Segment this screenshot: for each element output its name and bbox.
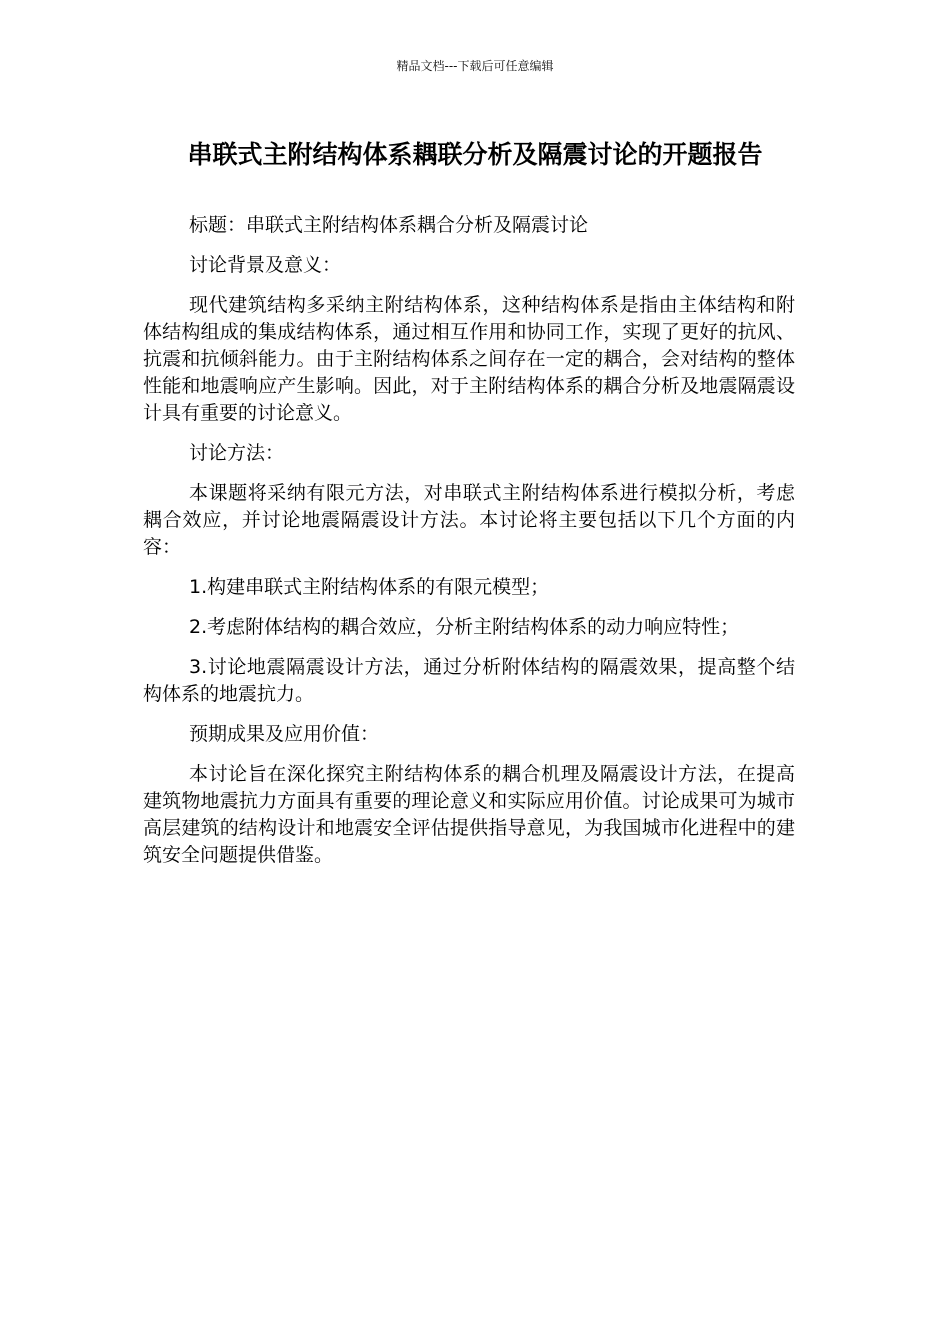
section-heading-outcomes: 预期成果及应用价值： xyxy=(189,723,380,745)
background-paragraph: 现代建筑结构多采纳主附结构体系，这种结构体系是指由主体结构和附体结构组成的集成结构体系，通过相互作用和协同工作，实现了更好的抗风、抗震和抗倾斜能力。由于主附结构体系之间存在一定的耦合，会对结构的整体性能和地震响应产生影响。因此，对于主附结构体系的耦合分析及地震隔震设计具有重要的讨论意义。 xyxy=(143,294,795,424)
method-paragraph: 本课题将采纳有限元方法，对串联式主附结构体系进行模拟分析，考虑耦合效应，并讨论地震隔震设计方法。本讨论将主要包括以下几个方面的内容： xyxy=(143,482,795,558)
header-note: 精品文档---下载后可任意编辑 xyxy=(396,59,554,73)
subject-line: 标题：串联式主附结构体系耦合分析及隔震讨论 xyxy=(189,214,589,236)
method-item-2: 2.考虑附体结构的耦合效应，分析主附结构体系的动力响应特性； xyxy=(189,616,740,638)
outcomes-paragraph: 本讨论旨在深化探究主附结构体系的耦合机理及隔震设计方法，在提高建筑物地震抗力方面具有重要的理论意义和实际应用价值。讨论成果可为城市高层建筑的结构设计和地震安全评估提供指导意见，为我国城市化进程中的建筑安全问题提供借鉴。 xyxy=(143,763,795,866)
section-heading-method: 讨论方法： xyxy=(189,442,285,464)
document-body xyxy=(143,212,795,882)
document-title: 串联式主附结构体系耦联分析及隔震讨论的开题报告 xyxy=(187,140,763,169)
method-item-3: 3.讨论地震隔震设计方法，通过分析附体结构的隔震效果，提高整个结构体系的地震抗力。 xyxy=(143,656,795,705)
section-heading-background: 讨论背景及意义： xyxy=(189,254,342,276)
method-item-1: 1.构建串联式主附结构体系的有限元模型； xyxy=(189,576,550,598)
